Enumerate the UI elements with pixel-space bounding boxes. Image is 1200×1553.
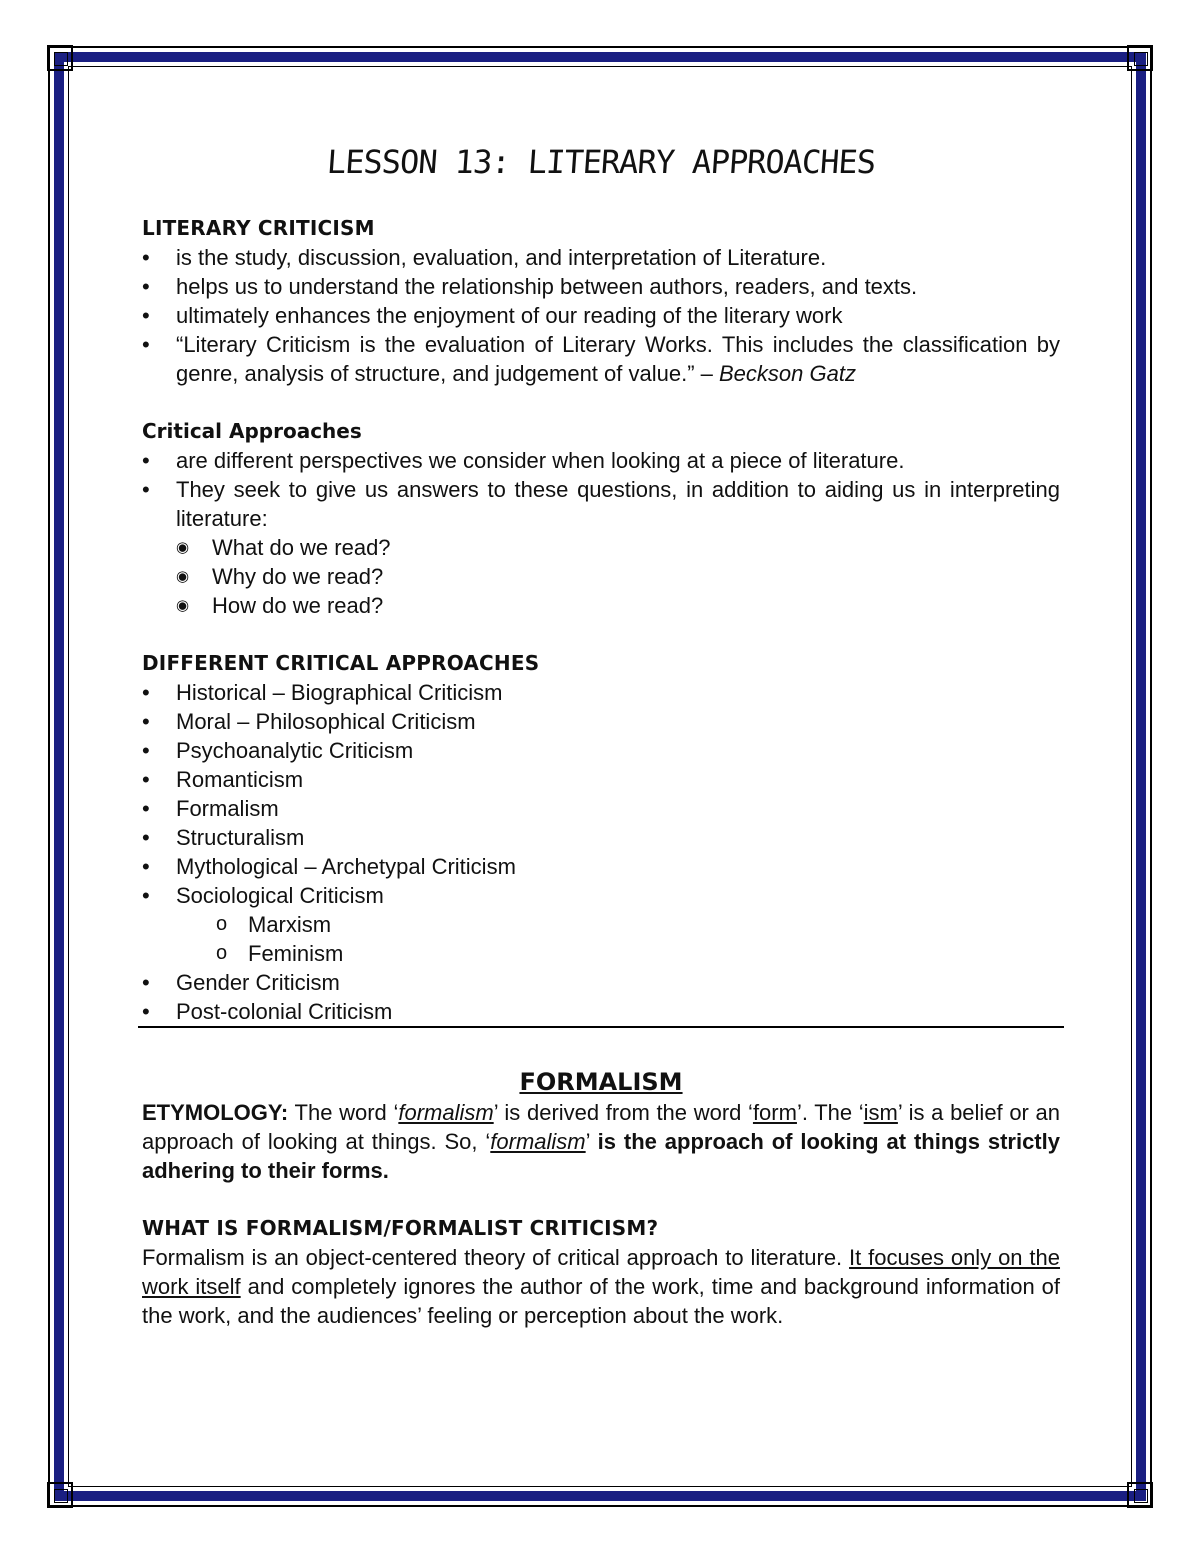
quote-author: Beckson Gatz bbox=[719, 361, 856, 386]
formalism-heading: FORMALISM bbox=[519, 1068, 683, 1096]
question-item: ◉ Why do we read? bbox=[142, 562, 1060, 591]
list-item: • They seek to give us answers to these questions, in addition to aiding us in interpreting literature: bbox=[142, 475, 1060, 533]
different-approaches-list bbox=[142, 678, 1060, 1026]
list-item: • Sociological Criticism bbox=[142, 881, 1060, 910]
term-formalism: formalism bbox=[398, 1100, 494, 1125]
corner-ornament-tl bbox=[47, 45, 73, 71]
term-ism: ism bbox=[863, 1100, 898, 1125]
text-run: ’ bbox=[585, 1129, 598, 1154]
list-item: • helps us to understand the relationship between authors, readers, and texts. bbox=[142, 272, 1060, 301]
quote-text: “Literary Criticism is the evaluation of Literary Works. This includes the classification by genre, analysis of structure, and judgement of value.” – bbox=[176, 332, 1060, 386]
literary-criticism-heading: LITERARY CRITICISM bbox=[142, 216, 375, 240]
question-item: ◉ How do we read? bbox=[142, 591, 1060, 620]
list-item: • Post-colonial Criticism bbox=[142, 997, 1060, 1026]
corner-ornament-br bbox=[1127, 1482, 1153, 1508]
list-item: • Structuralism bbox=[142, 823, 1060, 852]
text-run: ’ is derived from the word ‘ bbox=[493, 1100, 753, 1125]
etymology-paragraph bbox=[142, 1098, 1060, 1185]
critical-approaches-list bbox=[142, 446, 1060, 620]
list-item: • Mythological – Archetypal Criticism bbox=[142, 852, 1060, 881]
text-run: and completely ignores the author of the work, time and background information of the work, and the audiences’ feeling or perception about the work. bbox=[142, 1274, 1061, 1328]
sub-list-item: o Feminism bbox=[142, 939, 1060, 968]
critical-approaches-heading: Critical Approaches bbox=[142, 419, 362, 443]
term-formalism: formalism bbox=[490, 1129, 586, 1154]
list-item: • Gender Criticism bbox=[142, 968, 1060, 997]
literary-criticism-list bbox=[142, 243, 1060, 388]
list-item: • Psychoanalytic Criticism bbox=[142, 736, 1060, 765]
corner-ornament-bl bbox=[47, 1482, 73, 1508]
formalism-definition-paragraph bbox=[142, 1243, 1060, 1330]
section-divider bbox=[138, 1026, 1064, 1028]
list-item: • ultimately enhances the enjoyment of our reading of the literary work bbox=[142, 301, 1060, 330]
list-item-quote bbox=[142, 330, 1060, 388]
different-approaches-heading: DIFFERENT CRITICAL APPROACHES bbox=[142, 651, 540, 675]
question-item: ◉ What do we read? bbox=[142, 533, 1060, 562]
page-title: LESSON 13: LITERARY APPROACHES bbox=[325, 143, 877, 181]
what-is-formalism-heading: WHAT IS FORMALISM/FORMALIST CRITICISM? bbox=[142, 1216, 659, 1240]
underlined-phrase: It focuses only on the work itself bbox=[142, 1245, 1061, 1299]
list-item: • is the study, discussion, evaluation, and interpretation of Literature. bbox=[142, 243, 1060, 272]
term-form: form bbox=[752, 1100, 797, 1125]
list-item: • Historical – Biographical Criticism bbox=[142, 678, 1060, 707]
text-run: ’. The ‘ bbox=[796, 1100, 864, 1125]
etymology-label: ETYMOLOGY: bbox=[142, 1100, 289, 1125]
list-item: • are different perspectives we consider when looking at a piece of literature. bbox=[142, 446, 1060, 475]
list-item: • Formalism bbox=[142, 794, 1060, 823]
text-run: The word ‘ bbox=[288, 1100, 399, 1125]
text-run: Formalism is an object-centered theory of critical approach to literature. bbox=[142, 1245, 850, 1270]
text-run: ’ is a belief or an approach of looking at things. So, ‘ bbox=[142, 1100, 1061, 1154]
document-content bbox=[142, 140, 1060, 1330]
sub-list-item: o Marxism bbox=[142, 910, 1060, 939]
etymology-definition: is the approach of looking at things strictly adhering to their forms. bbox=[142, 1129, 1060, 1183]
list-item: • Romanticism bbox=[142, 765, 1060, 794]
list-item: • Moral – Philosophical Criticism bbox=[142, 707, 1060, 736]
corner-ornament-tr bbox=[1127, 45, 1153, 71]
